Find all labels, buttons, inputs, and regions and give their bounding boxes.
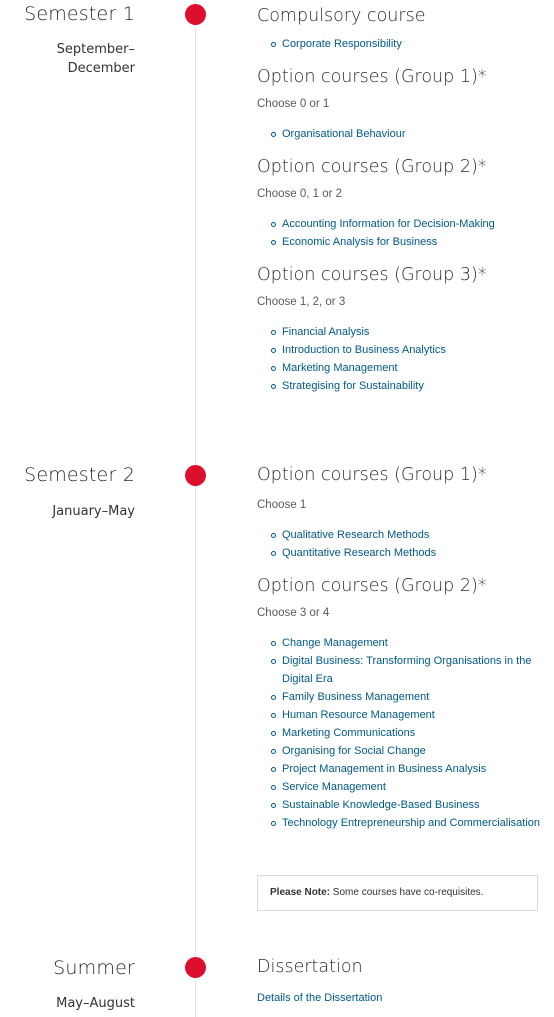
list-item	[282, 35, 547, 53]
course-link[interactable]: Accounting Information for Decision-Making	[282, 218, 495, 230]
course-link[interactable]: Family Business Management	[282, 691, 430, 703]
list-item	[282, 742, 547, 760]
course-link[interactable]: Quantitative Research Methods	[282, 547, 437, 559]
course-link[interactable]: Digital Business: Transforming Organisations in the Digital Era	[282, 655, 532, 685]
course-list	[257, 634, 547, 832]
course-link[interactable]: Economic Analysis for Business	[282, 236, 438, 248]
list-item	[282, 526, 547, 544]
co-requisites-note	[257, 875, 538, 911]
list-item	[282, 706, 547, 724]
list-item	[282, 634, 547, 652]
section-title: Option courses (Group 2)*	[257, 157, 487, 177]
course-link[interactable]: Qualitative Research Methods	[282, 529, 430, 541]
list-item	[282, 125, 547, 143]
section-title: Option courses (Group 3)*	[257, 265, 487, 285]
list-item	[282, 323, 547, 341]
list-item	[282, 215, 547, 233]
course-link[interactable]: Organising for Social Change	[282, 745, 426, 757]
list-item	[282, 652, 547, 688]
timeline-line	[195, 0, 196, 1017]
dates-line-1: January–May	[52, 504, 135, 519]
list-item	[282, 377, 547, 395]
semester-title: Semester 2	[24, 464, 135, 486]
list-item	[282, 688, 547, 706]
semester-1-content	[257, 5, 547, 395]
list-item	[282, 760, 547, 778]
course-link[interactable]: Introduction to Business Analytics	[282, 344, 446, 356]
choose-text: Choose 3 or 4	[257, 607, 330, 619]
course-link[interactable]: Technology Entrepreneurship and Commercialisation	[282, 817, 541, 829]
course-link[interactable]: Corporate Responsibility	[282, 38, 402, 50]
list-item	[282, 341, 547, 359]
course-link[interactable]: Change Management	[282, 637, 388, 649]
dates-line-1: May–August	[56, 996, 135, 1011]
semester-2-content	[257, 464, 547, 832]
choose-text: Choose 1, 2, or 3	[257, 296, 346, 308]
list-item	[282, 233, 547, 251]
choose-text: Choose 0 or 1	[257, 98, 330, 110]
choose-text: Choose 0, 1 or 2	[257, 188, 343, 200]
dates-line-2: December	[67, 61, 135, 76]
course-link[interactable]: Sustainable Knowledge-Based Business	[282, 799, 480, 811]
note-label: Please Note:	[270, 887, 331, 898]
semester-dates	[25, 40, 135, 78]
timeline-dot	[185, 957, 206, 978]
timeline-dot	[185, 465, 206, 486]
course-list	[257, 125, 547, 143]
semester-dates	[25, 994, 135, 1013]
semester-title: Summer	[53, 957, 135, 979]
course-list	[257, 215, 547, 251]
list-item	[282, 359, 547, 377]
list-item	[282, 796, 547, 814]
dissertation-link-row	[257, 988, 547, 1006]
list-item	[282, 814, 547, 832]
course-list	[257, 526, 547, 562]
dissertation-details-link[interactable]: Details of the Dissertation	[257, 992, 383, 1004]
choose-text: Choose 1	[257, 499, 307, 511]
course-link[interactable]: Project Management in Business Analysis	[282, 763, 487, 775]
course-link[interactable]: Human Resource Management	[282, 709, 435, 721]
dates-line-1: September–	[56, 42, 135, 57]
course-link[interactable]: Service Management	[282, 781, 386, 793]
course-list	[257, 35, 547, 53]
timeline-dot	[185, 4, 206, 25]
semester-dates	[25, 502, 135, 521]
section-title: Option courses (Group 1)*	[257, 67, 487, 87]
course-link[interactable]: Marketing Management	[282, 362, 398, 374]
list-item	[282, 778, 547, 796]
section-title: Dissertation	[257, 957, 363, 977]
course-list	[257, 323, 547, 395]
section-title: Compulsory course	[257, 6, 426, 26]
note-text: Some courses have co-requisites.	[330, 887, 484, 898]
semester-title: Semester 1	[24, 3, 135, 25]
course-link[interactable]: Marketing Communications	[282, 727, 416, 739]
section-title: Option courses (Group 1)*	[257, 465, 487, 485]
list-item	[282, 724, 547, 742]
course-link[interactable]: Financial Analysis	[282, 326, 370, 338]
summer-content	[257, 956, 547, 1006]
course-link[interactable]: Organisational Behaviour	[282, 128, 406, 140]
list-item	[282, 544, 547, 562]
section-title: Option courses (Group 2)*	[257, 576, 487, 596]
course-link[interactable]: Strategising for Sustainability	[282, 380, 424, 392]
